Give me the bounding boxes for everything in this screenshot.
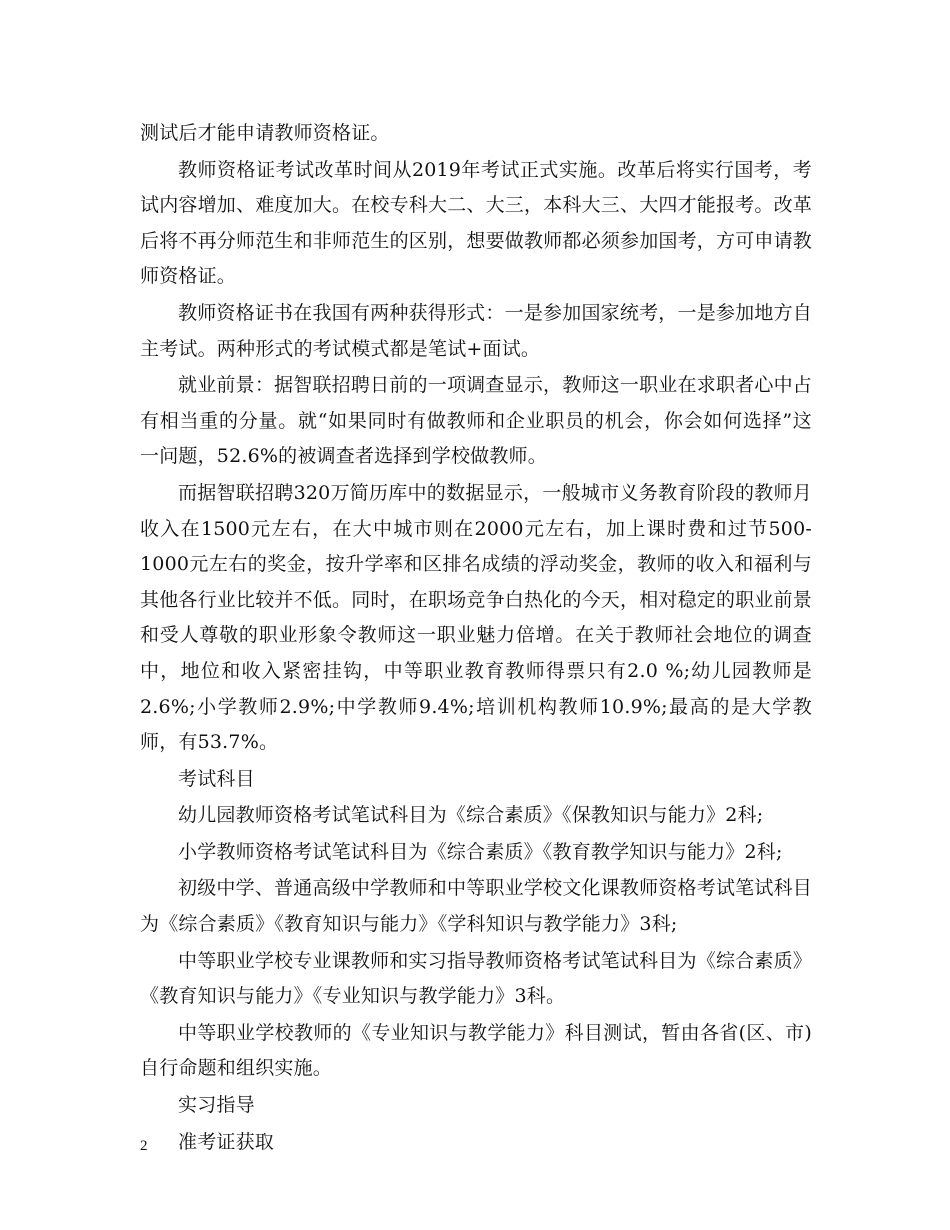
paragraph-certificate-forms: 教师资格证书在我国有两种获得形式：一是参加国家统考，一是参加地方自主考试。两种形式的考试模式都是笔试+面试。	[140, 301, 812, 360]
page-number: 2	[140, 1138, 148, 1154]
paragraph-primary-subjects: 小学教师资格考试笔试科目为《综合素质》《教育教学知识与能力》2科;	[178, 840, 783, 863]
paragraph-vocational-test-note: 中等职业学校教师的《专业知识与教学能力》科目测试，暂由各省(区、市)自行命题和组织实施。	[140, 1021, 812, 1080]
paragraph-continuation: 测试后才能申请教师资格证。	[140, 122, 390, 144]
heading-internship-guidance: 实习指导	[178, 1094, 255, 1117]
paragraph-employment-outlook: 就业前景：据智联招聘日前的一项调查显示，教师这一职业在求职者心中占有相当重的分量。就“如果同时有做教师和企业职员的机会，你会如何选择”这一问题，52.6%的被调查者选择到学校做教师。	[140, 374, 812, 468]
paragraph-kindergarten-subjects: 幼儿园教师资格考试笔试科目为《综合素质》《保教知识与能力》2科;	[178, 804, 764, 827]
paragraph-secondary-subjects: 初级中学、普通高级中学教师和中等职业学校文化课教师资格考试笔试科目为《综合素质》《教育知识与能力》《学科知识与教学能力》3科;	[140, 877, 812, 936]
heading-exam-subjects: 考试科目	[178, 767, 255, 790]
paragraph-income-data: 而据智联招聘320万简历库中的数据显示，一般城市义务教育阶段的教师月收入在1500元左右，在大中城市则在2000元左右，加上课时费和过节500-1000元左右的奖金，按升学率和区排名成绩的浮动奖金，教师的收入和福利与其他各行业比较并不低。同时，在职场竞争白热化的今天，相对稳定的职业前景和受人尊敬的职业形象令教师这一职业魅力倍增。在关于教师社会地位的调查中，地位和收入紧密挂钩，中等职业教育教师得票只有2.0 %;幼儿园教师是2.6%;小学教师2.9%;中学教师9.4%;培训机构教师10.9%;最高的是大学教师，有53.7%。	[140, 481, 813, 754]
paragraph-vocational-subjects: 中等职业学校专业课教师和实习指导教师资格考试笔试科目为《综合素质》《教育知识与能力》《专业知识与教学能力》3科。	[140, 949, 812, 1008]
heading-admission-ticket: 准考证获取	[178, 1130, 275, 1153]
document-body	[140, 116, 812, 1161]
paragraph-exam-reform: 教师资格证考试改革时间从2019年考试正式实施。改革后将实行国考，考试内容增加、难度加大。在校专科大二、大三，本科大三、大四才能报考。改革后将不再分师范生和非师范生的区别，想要做教师都必须参加国考，方可申请教师资格证。	[140, 158, 813, 288]
